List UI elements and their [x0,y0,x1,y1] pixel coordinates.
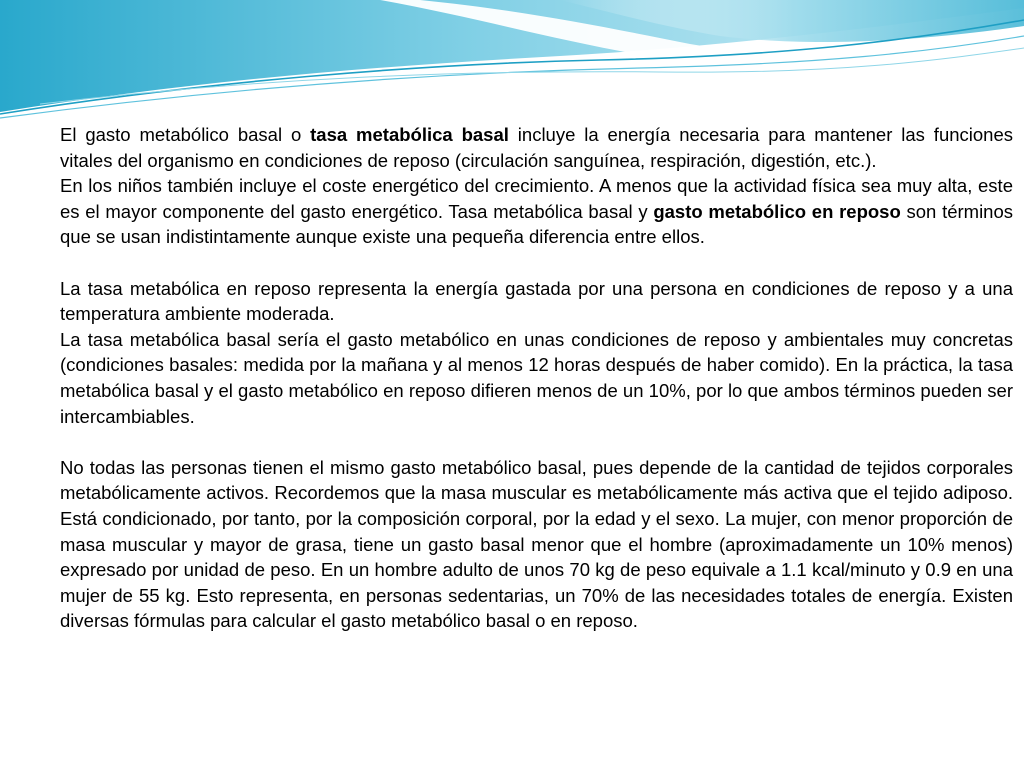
paragraph-4 [60,327,1013,429]
paragraph-5 [60,455,1013,634]
body-text [60,122,1013,634]
text-segment: No todas las personas tienen el mismo gasto metabólico basal, pues depende de la cantidad de tejidos corporales metabólicamente activos. Recordemos que la masa muscular es metabólicamente más activa que el tejido adiposo. Está condicionado, por tanto, por la composición corporal, por la edad y el sexo. La mujer, con menor proporción de masa muscular y mayor de grasa, tiene un gasto basal menor que el hombre (aproximadamente un 10% menos) expresado por unidad de peso. En un hombre adulto de unos 70 kg de peso equivale a 1.1 kcal/minuto y 0.9 en una mujer de 55 kg. Esto representa, en personas sedentarias, un 70% de las necesidades totales de energía. Existen diversas fórmulas para calcular el gasto metabólico basal o en reposo. [60,456,1013,632]
paragraph-1 [60,122,1013,173]
header-wave-decoration [0,0,1024,120]
text-segment: La tasa metabólica basal sería el gasto metabólico en unas condiciones de reposo y ambientales muy concretas (condiciones basales: medida por la mañana y al menos 12 horas después de haber comido). En la práctica, la tasa metabólica basal y el gasto metabólico en reposo difieren menos de un 10%, por lo que ambos términos pueden ser intercambiables. [60,328,1013,427]
text-segment-bold: tasa metabólica basal [310,124,509,145]
text-segment: La tasa metabólica en reposo representa la energía gastada por una persona en condiciones de reposo y a una temperatura ambiente moderada. [60,277,1013,325]
text-segment-bold: gasto metabólico en reposo [653,200,901,222]
paragraph-2 [60,173,1013,250]
text-segment: incluye la energía necesaria para mantener las funciones vitales del organismo en condiciones de reposo (circulación sanguínea, respiración, digestión, etc.). [60,124,1013,171]
text-segment: El gasto metabólico basal o [60,124,311,145]
paragraph-3 [60,276,1013,327]
text-segment: son términos que se usan indistintamente aunque existe una pequeña diferencia entre ellos. [60,200,1014,248]
text-segment: En los niños también incluye el coste energético del crecimiento. A menos que la actividad física sea muy alta, este es el mayor componente del gasto energético. Tasa metabólica basal y [60,175,1013,222]
